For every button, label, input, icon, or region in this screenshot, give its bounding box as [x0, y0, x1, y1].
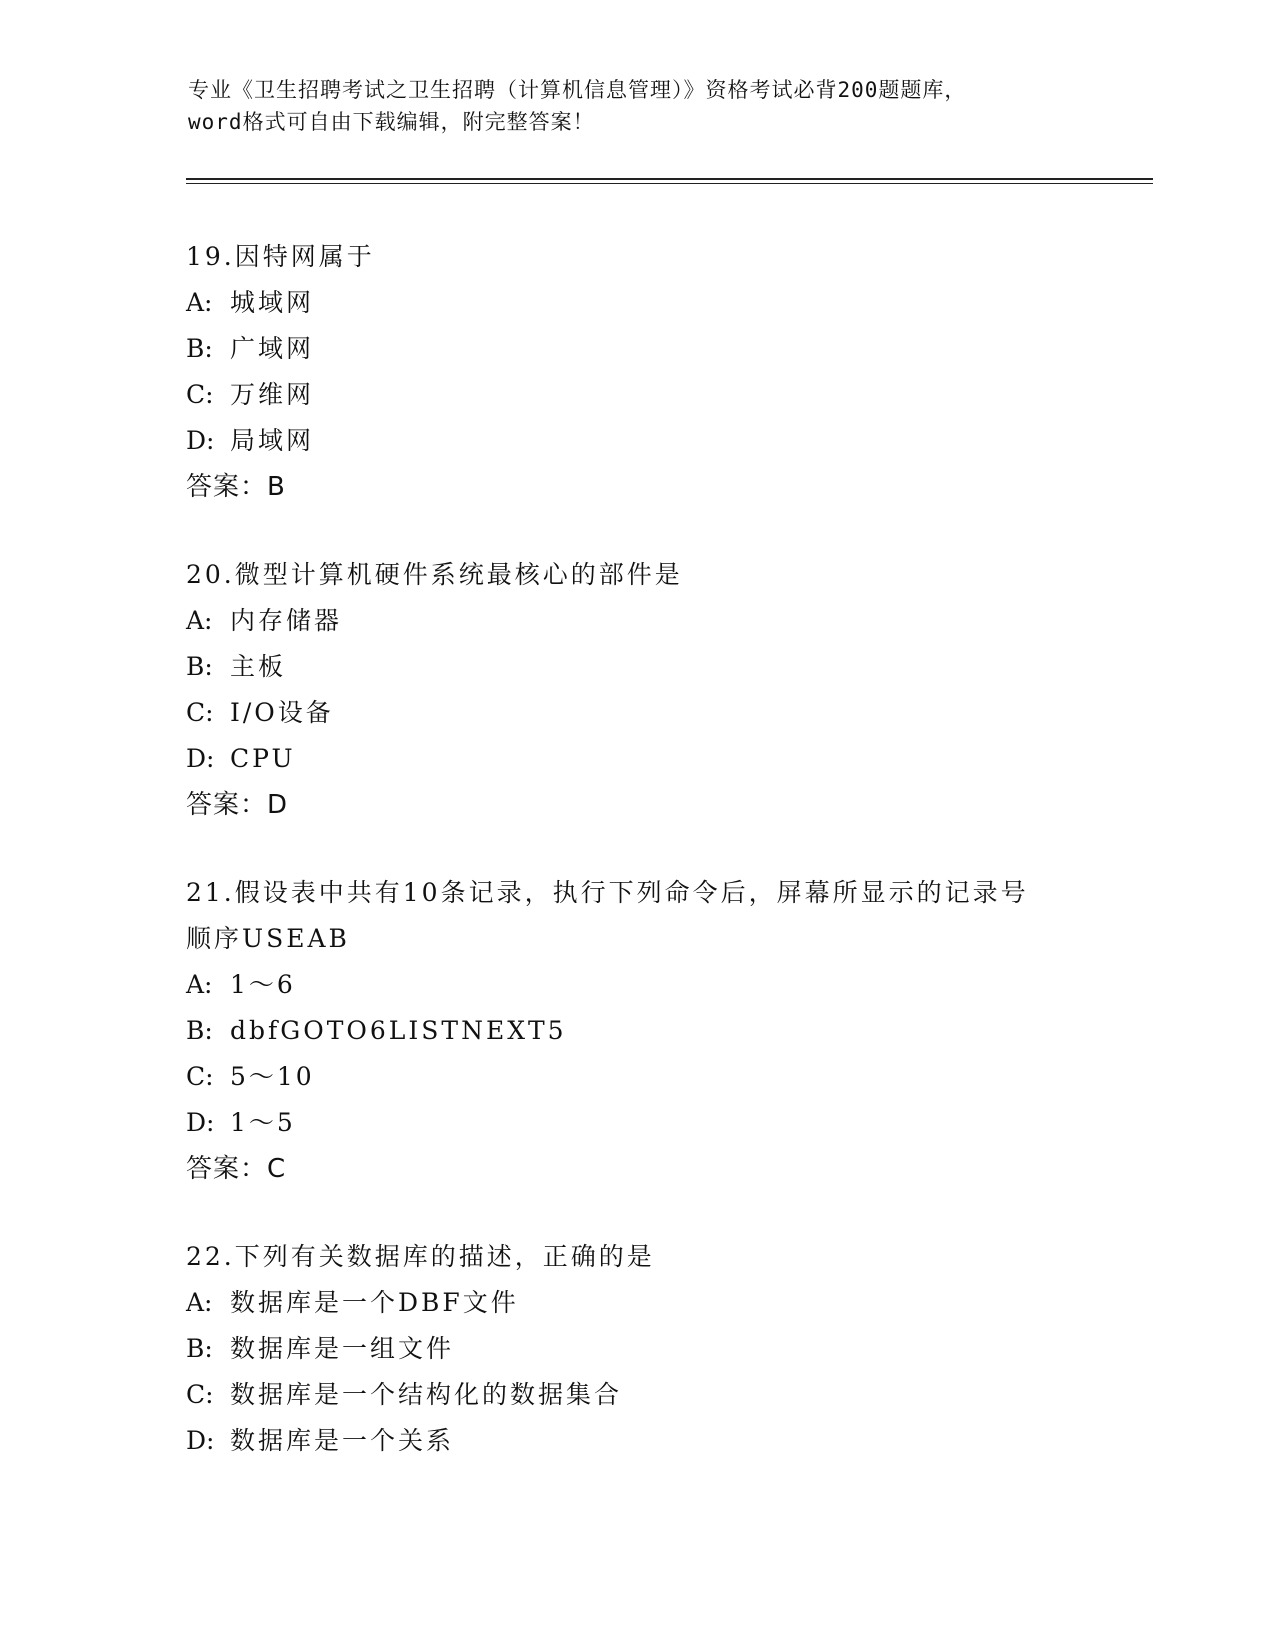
option-text: 万维网 — [230, 380, 315, 409]
option-text: 数据库是一个结构化的数据集合 — [230, 1380, 623, 1409]
option-letter: A: — [186, 288, 213, 317]
option-letter: A: — [186, 970, 213, 999]
document-header — [188, 74, 1088, 138]
option-a — [186, 962, 1086, 1008]
option-b — [186, 644, 1086, 690]
option-letter: B: — [186, 652, 213, 681]
option-letter: B: — [186, 1016, 213, 1045]
option-b — [186, 326, 1086, 372]
option-a — [186, 1280, 1086, 1326]
option-b — [186, 1008, 1086, 1054]
question-stem: 21.假设表中共有10条记录，执行下列命令后，屏幕所显示的记录号 — [186, 878, 1029, 907]
option-text: 主板 — [230, 652, 287, 681]
option-d — [186, 1418, 1086, 1464]
option-text: 局域网 — [230, 426, 315, 455]
option-letter: D: — [186, 1108, 215, 1137]
question-19 — [186, 234, 1086, 510]
question-stem-continued: 顺序USEAB — [186, 924, 350, 953]
option-letter: A: — [186, 1288, 213, 1317]
option-letter: C: — [186, 1062, 214, 1091]
option-text: 广域网 — [230, 334, 315, 363]
answer-line: 答案：D — [186, 790, 289, 820]
option-c — [186, 1372, 1086, 1418]
option-d — [186, 1100, 1086, 1146]
question-stem: 19.因特网属于 — [186, 242, 375, 271]
option-letter: D: — [186, 744, 215, 773]
option-text: 1～6 — [230, 970, 296, 999]
option-text: 城域网 — [230, 288, 315, 317]
option-text: 数据库是一个DBF文件 — [230, 1288, 519, 1317]
option-letter: C: — [186, 1380, 214, 1409]
option-c — [186, 690, 1086, 736]
question-list — [186, 234, 1086, 1506]
option-letter: C: — [186, 698, 214, 727]
option-text: I/O设备 — [230, 698, 334, 727]
answer-line: 答案：C — [186, 1154, 287, 1184]
question-20 — [186, 552, 1086, 828]
option-c — [186, 1054, 1086, 1100]
option-text: CPU — [230, 744, 296, 773]
question-stem: 20.微型计算机硬件系统最核心的部件是 — [186, 560, 683, 589]
option-text: dbfGOTO6LISTNEXT5 — [230, 1016, 567, 1045]
header-line-1: 专业《卫生招聘考试之卫生招聘（计算机信息管理）》资格考试必背200题题库， — [188, 78, 967, 102]
option-text: 内存储器 — [230, 606, 343, 635]
option-letter: D: — [186, 426, 215, 455]
option-letter: A: — [186, 606, 213, 635]
option-letter: D: — [186, 1426, 215, 1455]
question-stem: 22.下列有关数据库的描述，正确的是 — [186, 1242, 655, 1271]
header-divider-thin — [186, 183, 1153, 184]
header-divider-thick — [186, 178, 1153, 180]
option-letter: B: — [186, 334, 213, 363]
option-text: 1～5 — [230, 1108, 296, 1137]
option-d — [186, 418, 1086, 464]
question-22 — [186, 1234, 1086, 1464]
option-letter: B: — [186, 1334, 213, 1363]
option-text: 数据库是一组文件 — [230, 1334, 455, 1363]
option-a — [186, 280, 1086, 326]
option-c — [186, 372, 1086, 418]
question-21 — [186, 870, 1086, 1192]
header-line-2: word格式可自由下载编辑，附完整答案！ — [188, 110, 595, 134]
option-letter: C: — [186, 380, 214, 409]
option-a — [186, 598, 1086, 644]
option-d — [186, 736, 1086, 782]
option-b — [186, 1326, 1086, 1372]
answer-line: 答案：B — [186, 472, 286, 502]
option-text: 5～10 — [230, 1062, 315, 1091]
option-text: 数据库是一个关系 — [230, 1426, 455, 1455]
